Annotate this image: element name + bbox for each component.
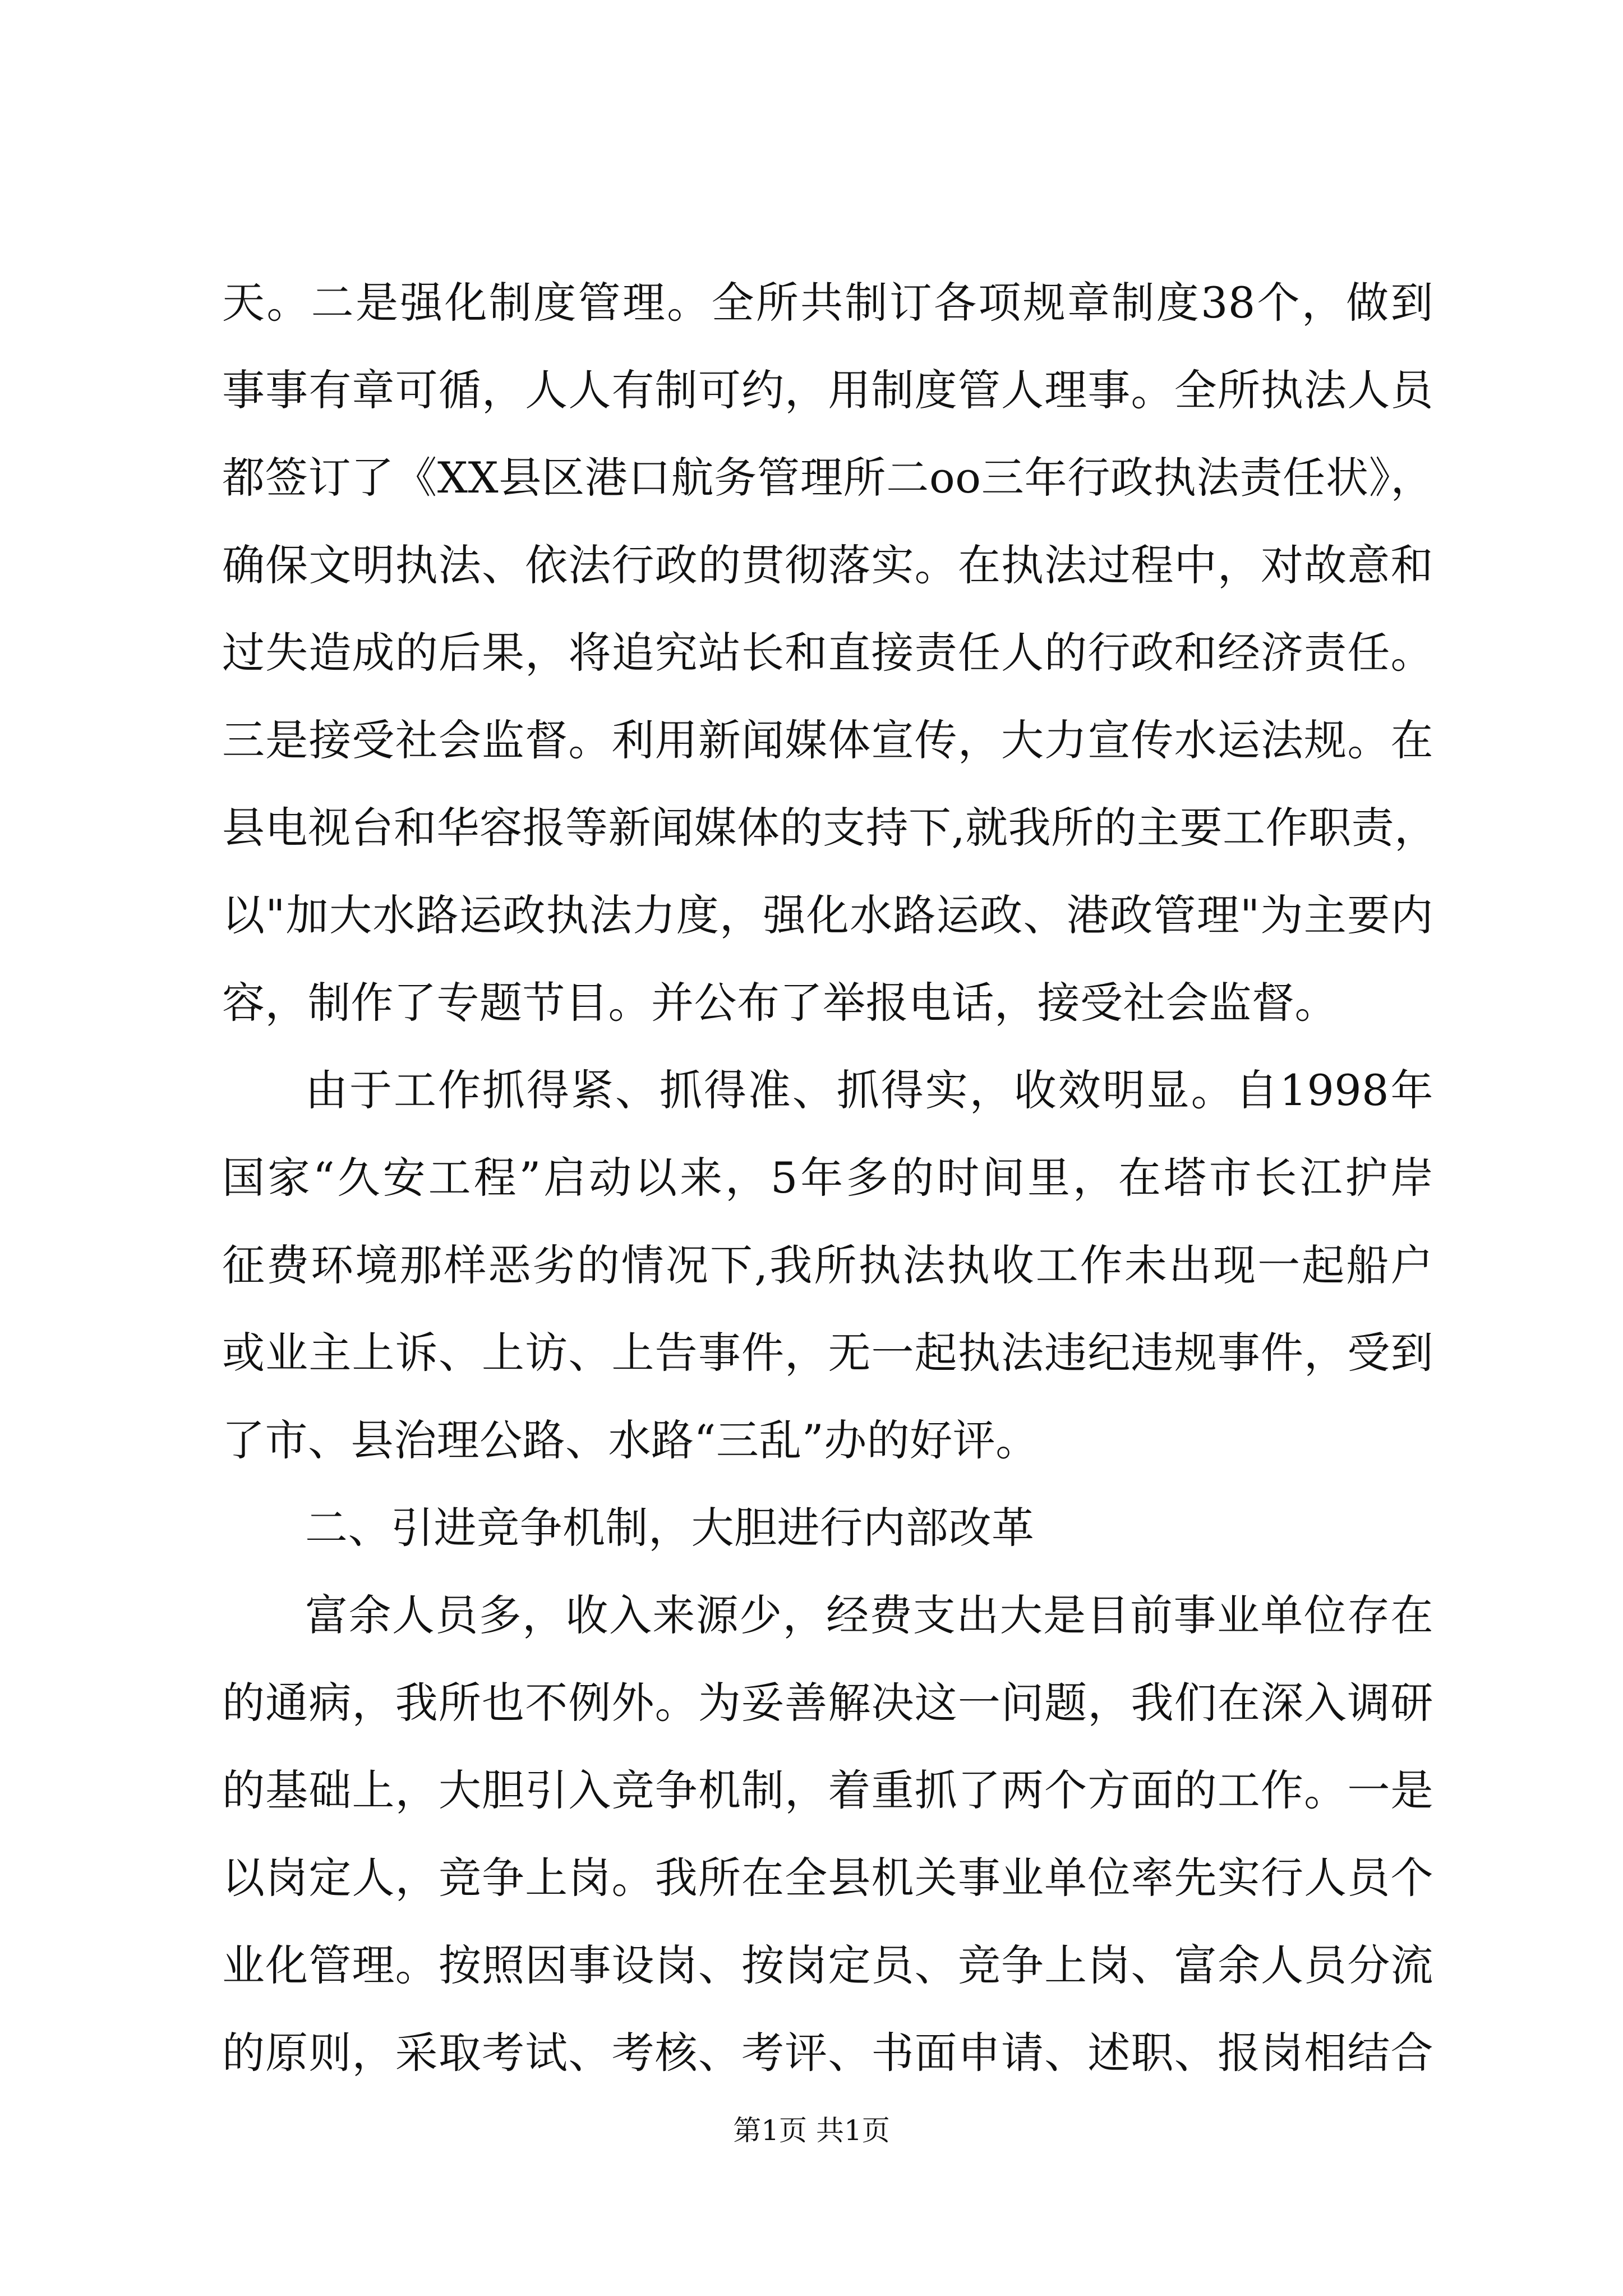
section-heading: 二、引进竞争机制，大胆进行内部改革 bbox=[305, 1503, 1035, 1553]
text-line: 都签订了《XX县区港口航务管理所二oo三年行政执法责任状》， bbox=[222, 453, 1433, 503]
text-line: 的基础上，大胆引入竞争机制，着重抓了两个方面的工作。一是 bbox=[222, 1765, 1433, 1815]
text-line: 三是接受社会监督。利用新闻媒体宣传，大力宣传水运法规。在 bbox=[222, 715, 1433, 765]
paragraph-first-line: 富余人员多，收入来源少，经费支出大是目前事业单位存在 bbox=[305, 1590, 1433, 1640]
text-line: 或业主上诉、上访、上告事件，无一起执法违纪违规事件，受到 bbox=[222, 1328, 1433, 1378]
text-line: 确保文明执法、依法行政的贯彻落实。在执法过程中，对故意和 bbox=[222, 540, 1433, 590]
text-line: 以"加大水路运政执法力度，强化水路运政、港政管理"为主要内 bbox=[222, 890, 1433, 940]
page-number-label: 第1页 共1页 bbox=[733, 2114, 890, 2147]
text-line: 县电视台和华容报等新闻媒体的支持下,就我所的主要工作职责， bbox=[222, 803, 1437, 853]
text-line: 的通病，我所也不例外。为妥善解决这一问题，我们在深入调研 bbox=[222, 1678, 1433, 1728]
text-line: 征费环境那样恶劣的情况下,我所执法执收工作未出现一起船户 bbox=[222, 1240, 1433, 1290]
page-footer bbox=[0, 2114, 1623, 2147]
text-line: 容，制作了专题节目。并公布了举报电话，接受社会监督。 bbox=[222, 978, 1338, 1028]
document-body bbox=[222, 259, 1437, 2097]
paragraph-first-line: 由于工作抓得紧、抓得准、抓得实，收效明显。自1998年 bbox=[305, 1065, 1433, 1115]
text-line: 了市、县治理公路、水路“三乱”办的好评。 bbox=[222, 1415, 1039, 1465]
text-line: 以岗定人，竞争上岗。我所在全县机关事业单位率先实行人员个 bbox=[222, 1853, 1433, 1903]
text-line: 的原则，采取考试、考核、考评、书面申请、述职、报岗相结合 bbox=[222, 2028, 1433, 2078]
text-line: 业化管理。按照因事设岗、按岗定员、竞争上岗、富余人员分流 bbox=[222, 1940, 1433, 1990]
text-line: 国家“久安工程”启动以来，5年多的时间里，在塔市长江护岸 bbox=[222, 1153, 1433, 1203]
text-line: 事事有章可循，人人有制可约，用制度管人理事。全所执法人员 bbox=[222, 365, 1433, 415]
text-line: 天。二是强化制度管理。全所共制订各项规章制度38个，做到 bbox=[222, 278, 1433, 328]
text-line: 过失造成的后果，将追究站长和直接责任人的行政和经济责任。 bbox=[222, 628, 1433, 678]
